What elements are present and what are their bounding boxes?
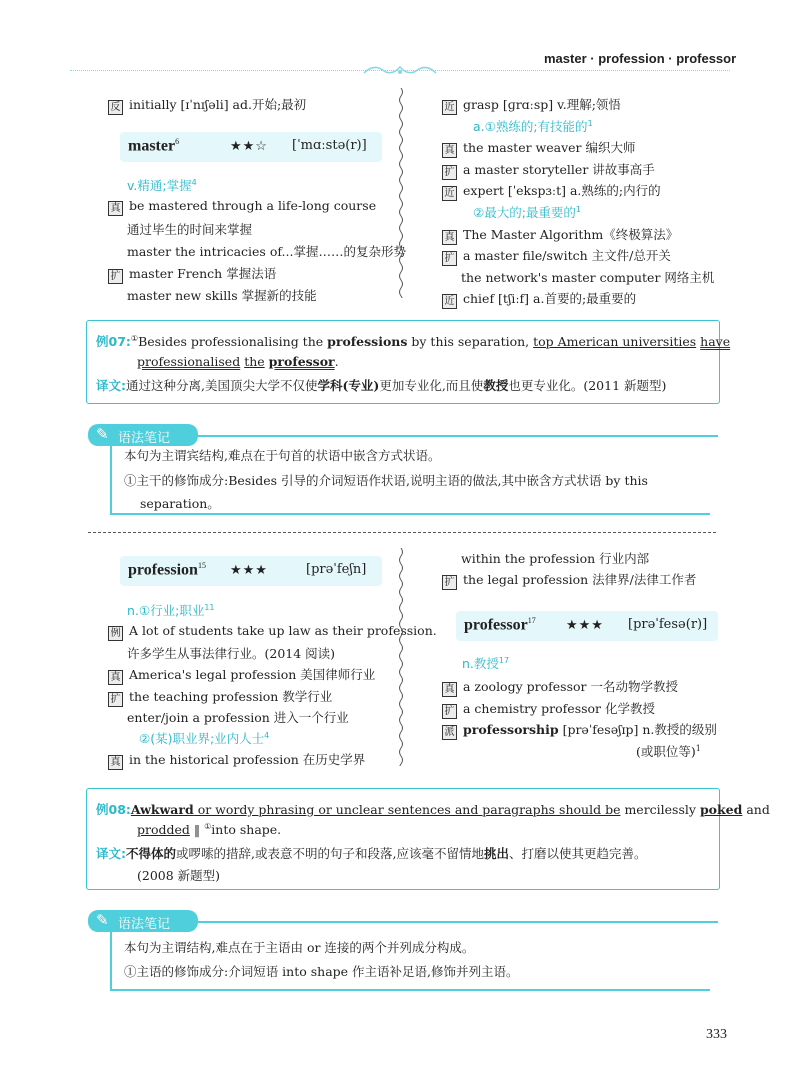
entry-row	[108, 198, 376, 216]
row-text: [prəˈfesəʃɪp] n.教授的级别	[558, 722, 717, 737]
grammar-bottom-rule	[110, 513, 710, 515]
entry-row	[442, 95, 621, 115]
headword: professor$^{17}$	[464, 616, 536, 634]
frequency-stars: ★★☆	[230, 139, 268, 154]
grammar-note-header-2: ✎ 语法笔记	[88, 910, 198, 932]
tag-badge: 扩	[442, 165, 457, 180]
entry-row	[442, 138, 636, 158]
pen-icon: ✎	[96, 425, 109, 443]
entry-row	[636, 742, 701, 760]
tag-badge: 例	[108, 626, 123, 641]
example-08-sentence-line2: prodded ‖ ①into shape.	[137, 822, 282, 838]
example-07-sentence-line2: professionalised the professor.	[137, 354, 339, 369]
row-text: America's legal profession 美国律师行业	[129, 667, 376, 683]
header-ornament-icon	[362, 63, 438, 77]
tag-badge: 扩	[108, 269, 123, 284]
tag-badge: 真	[108, 670, 123, 685]
example-07-sentence-line1: 例07:①Besides professionalising the professions by this separation, top American universities have	[96, 333, 731, 349]
derived-word: professorship	[463, 722, 559, 737]
entry-row	[442, 225, 678, 245]
row-text: a master file/switch 主文件/总开关	[463, 248, 671, 264]
frequency-stars: ★★★	[566, 618, 604, 633]
entry-row	[108, 623, 437, 641]
tag-badge: 扩	[442, 251, 457, 266]
running-header: master · profession · professor	[544, 51, 737, 66]
entry-row	[127, 220, 252, 238]
example-08-translation: 译文:不得体的或啰嗦的措辞,或表意不明的句子和段落,应该毫不留情地挑出、打磨以使其更趋完善。	[96, 846, 647, 861]
sense-label: v.精通;掌握$^4$	[127, 177, 197, 193]
tag-badge: 反	[108, 100, 123, 115]
tag-badge: 真	[442, 682, 457, 697]
row-text: the network's master computer 网络主机	[461, 269, 715, 285]
tag-badge: 近	[442, 294, 457, 309]
sense-label: n.教授$^{17}$	[462, 655, 510, 671]
entry-row	[108, 264, 276, 284]
row-text: within the profession 行业内部	[461, 551, 650, 566]
entry-row	[442, 677, 678, 697]
entry-row	[442, 720, 717, 740]
entry-row	[127, 708, 349, 726]
phonetic: [prəˈfesə(r)]	[628, 617, 708, 632]
tag-badge: 真	[108, 755, 123, 770]
row-text: initially [ɪˈnɪʃəli] ad.开始;最初	[129, 97, 307, 112]
entry-row	[108, 665, 375, 685]
entry-row	[127, 286, 317, 304]
tag-badge: 近	[442, 100, 457, 115]
entry-row	[127, 242, 406, 260]
pen-icon: ✎	[96, 911, 109, 929]
grammar-1-line2: ①主干的修饰成分:Besides 引导的介词短语作状语,说明主语的做法,其中嵌含方式状语 by this	[124, 473, 648, 488]
row-text: 通过毕生的时间来掌握	[127, 222, 253, 237]
tag-badge: 扩	[442, 575, 457, 590]
sense-label: n.①行业;职业$^{11}$	[127, 602, 215, 618]
grammar-1-line1: 本句为主谓宾结构,难点在于句首的状语中嵌含方式状语。	[124, 448, 441, 463]
tag-badge: 近	[442, 186, 457, 201]
row-text: the teaching profession 教学行业	[129, 688, 333, 704]
phonetic: [ˈmɑːstə(r)]	[292, 138, 367, 153]
row-text: A lot of students take up law as their profession.	[129, 623, 437, 638]
antonym-row	[108, 95, 306, 115]
row-text: expert [ˈekspɜːt] a.熟练的;内行的	[463, 183, 661, 199]
tag-badge: 真	[442, 230, 457, 245]
tag-badge: 扩	[108, 692, 123, 707]
superscript: 1	[695, 743, 701, 753]
row-text: a chemistry professor 化学教授	[463, 700, 656, 716]
row-text: grasp [ɡrɑːsp] v.理解;领悟	[463, 97, 621, 112]
row-text: master French 掌握法语	[129, 266, 277, 281]
entry-row	[139, 729, 269, 747]
column-divider	[397, 548, 405, 766]
page-number: 333	[706, 1027, 727, 1042]
entry-row	[442, 246, 671, 266]
entry-row	[442, 160, 655, 180]
grammar-1-line3: separation。	[140, 496, 220, 511]
example-08-source: (2008 新题型)	[137, 868, 221, 883]
grammar-bottom-rule	[110, 989, 710, 991]
row-text: (或职位等)	[636, 743, 696, 759]
section-divider	[88, 532, 716, 533]
row-text: a master storyteller 讲故事高手	[463, 161, 655, 177]
row-text: The Master Algorithm《终极算法》	[463, 226, 679, 242]
superscript: 4	[264, 730, 270, 740]
grammar-2-line2: ①主语的修饰成分:介词短语 into shape 作主语补足语,修饰并列主语。	[124, 964, 519, 979]
superscript: 1	[575, 204, 582, 214]
headword-master	[120, 132, 382, 162]
row-text: 许多学生从事法律行业。(2014 阅读)	[127, 646, 336, 662]
row-text: in the historical profession 在历史学界	[129, 752, 366, 768]
grammar-2-line1: 本句为主谓结构,难点在于主语由 or 连接的两个并列成分构成。	[124, 940, 475, 955]
headword-profession	[120, 556, 382, 586]
grammar-rule	[198, 435, 718, 437]
entry-row	[108, 687, 332, 707]
entry-row	[461, 549, 649, 567]
entry-row	[108, 750, 365, 770]
headword-professor	[456, 611, 718, 641]
tag-badge: 真	[108, 201, 123, 216]
row-text: a.①熟练的;有技能的	[473, 118, 588, 134]
entry-row	[127, 644, 335, 662]
entry-row	[442, 570, 696, 590]
row-text: master the intricacies of...掌握……的复杂形势	[127, 244, 406, 259]
entry-row	[442, 699, 655, 719]
example-08-sentence-line1: 例08:Awkward or wordy phrasing or unclear sentences and paragraphs should be mercilessly poked and	[96, 802, 770, 817]
entry-row	[461, 268, 714, 286]
example-07-translation: 译文:通过这种分离,美国顶尖大学不仅使学科(专业)更加专业化,而且使教授也更专业化。(2011 新题型)	[96, 378, 667, 393]
frequency-stars: ★★★	[230, 563, 268, 578]
entry-row	[473, 203, 581, 221]
entry-row	[442, 289, 636, 309]
entry-row	[473, 117, 593, 135]
column-divider	[397, 88, 405, 298]
grammar-side-line	[110, 932, 112, 990]
superscript: 1	[587, 118, 593, 128]
phonetic: [prəˈfeʃn]	[306, 562, 367, 577]
tag-badge: 扩	[442, 704, 457, 719]
entry-row	[442, 181, 661, 201]
row-text: be mastered through a life-long course	[129, 198, 377, 213]
row-text: a zoology professor 一名动物学教授	[463, 679, 678, 694]
grammar-side-line	[110, 446, 112, 514]
row-text: enter/join a profession 进入一个行业	[127, 709, 349, 725]
row-text: ②(某)职业界;业内人士	[139, 731, 265, 746]
headword: master$^6$	[128, 137, 180, 155]
grammar-rule	[198, 921, 718, 923]
row-text: ②最大的;最重要的	[473, 205, 576, 220]
row-text: chief [tʃiːf] a.首要的;最重要的	[463, 291, 637, 307]
grammar-note-header-1: ✎ 语法笔记	[88, 424, 198, 446]
row-text: master new skills 掌握新的技能	[127, 288, 317, 303]
tag-badge: 真	[442, 143, 457, 158]
headword: profession$^{15}$	[128, 561, 206, 579]
row-text: the legal profession 法律界/法律工作者	[463, 572, 697, 587]
row-text: the master weaver 编织大师	[463, 140, 636, 156]
tag-badge: 派	[442, 725, 457, 740]
